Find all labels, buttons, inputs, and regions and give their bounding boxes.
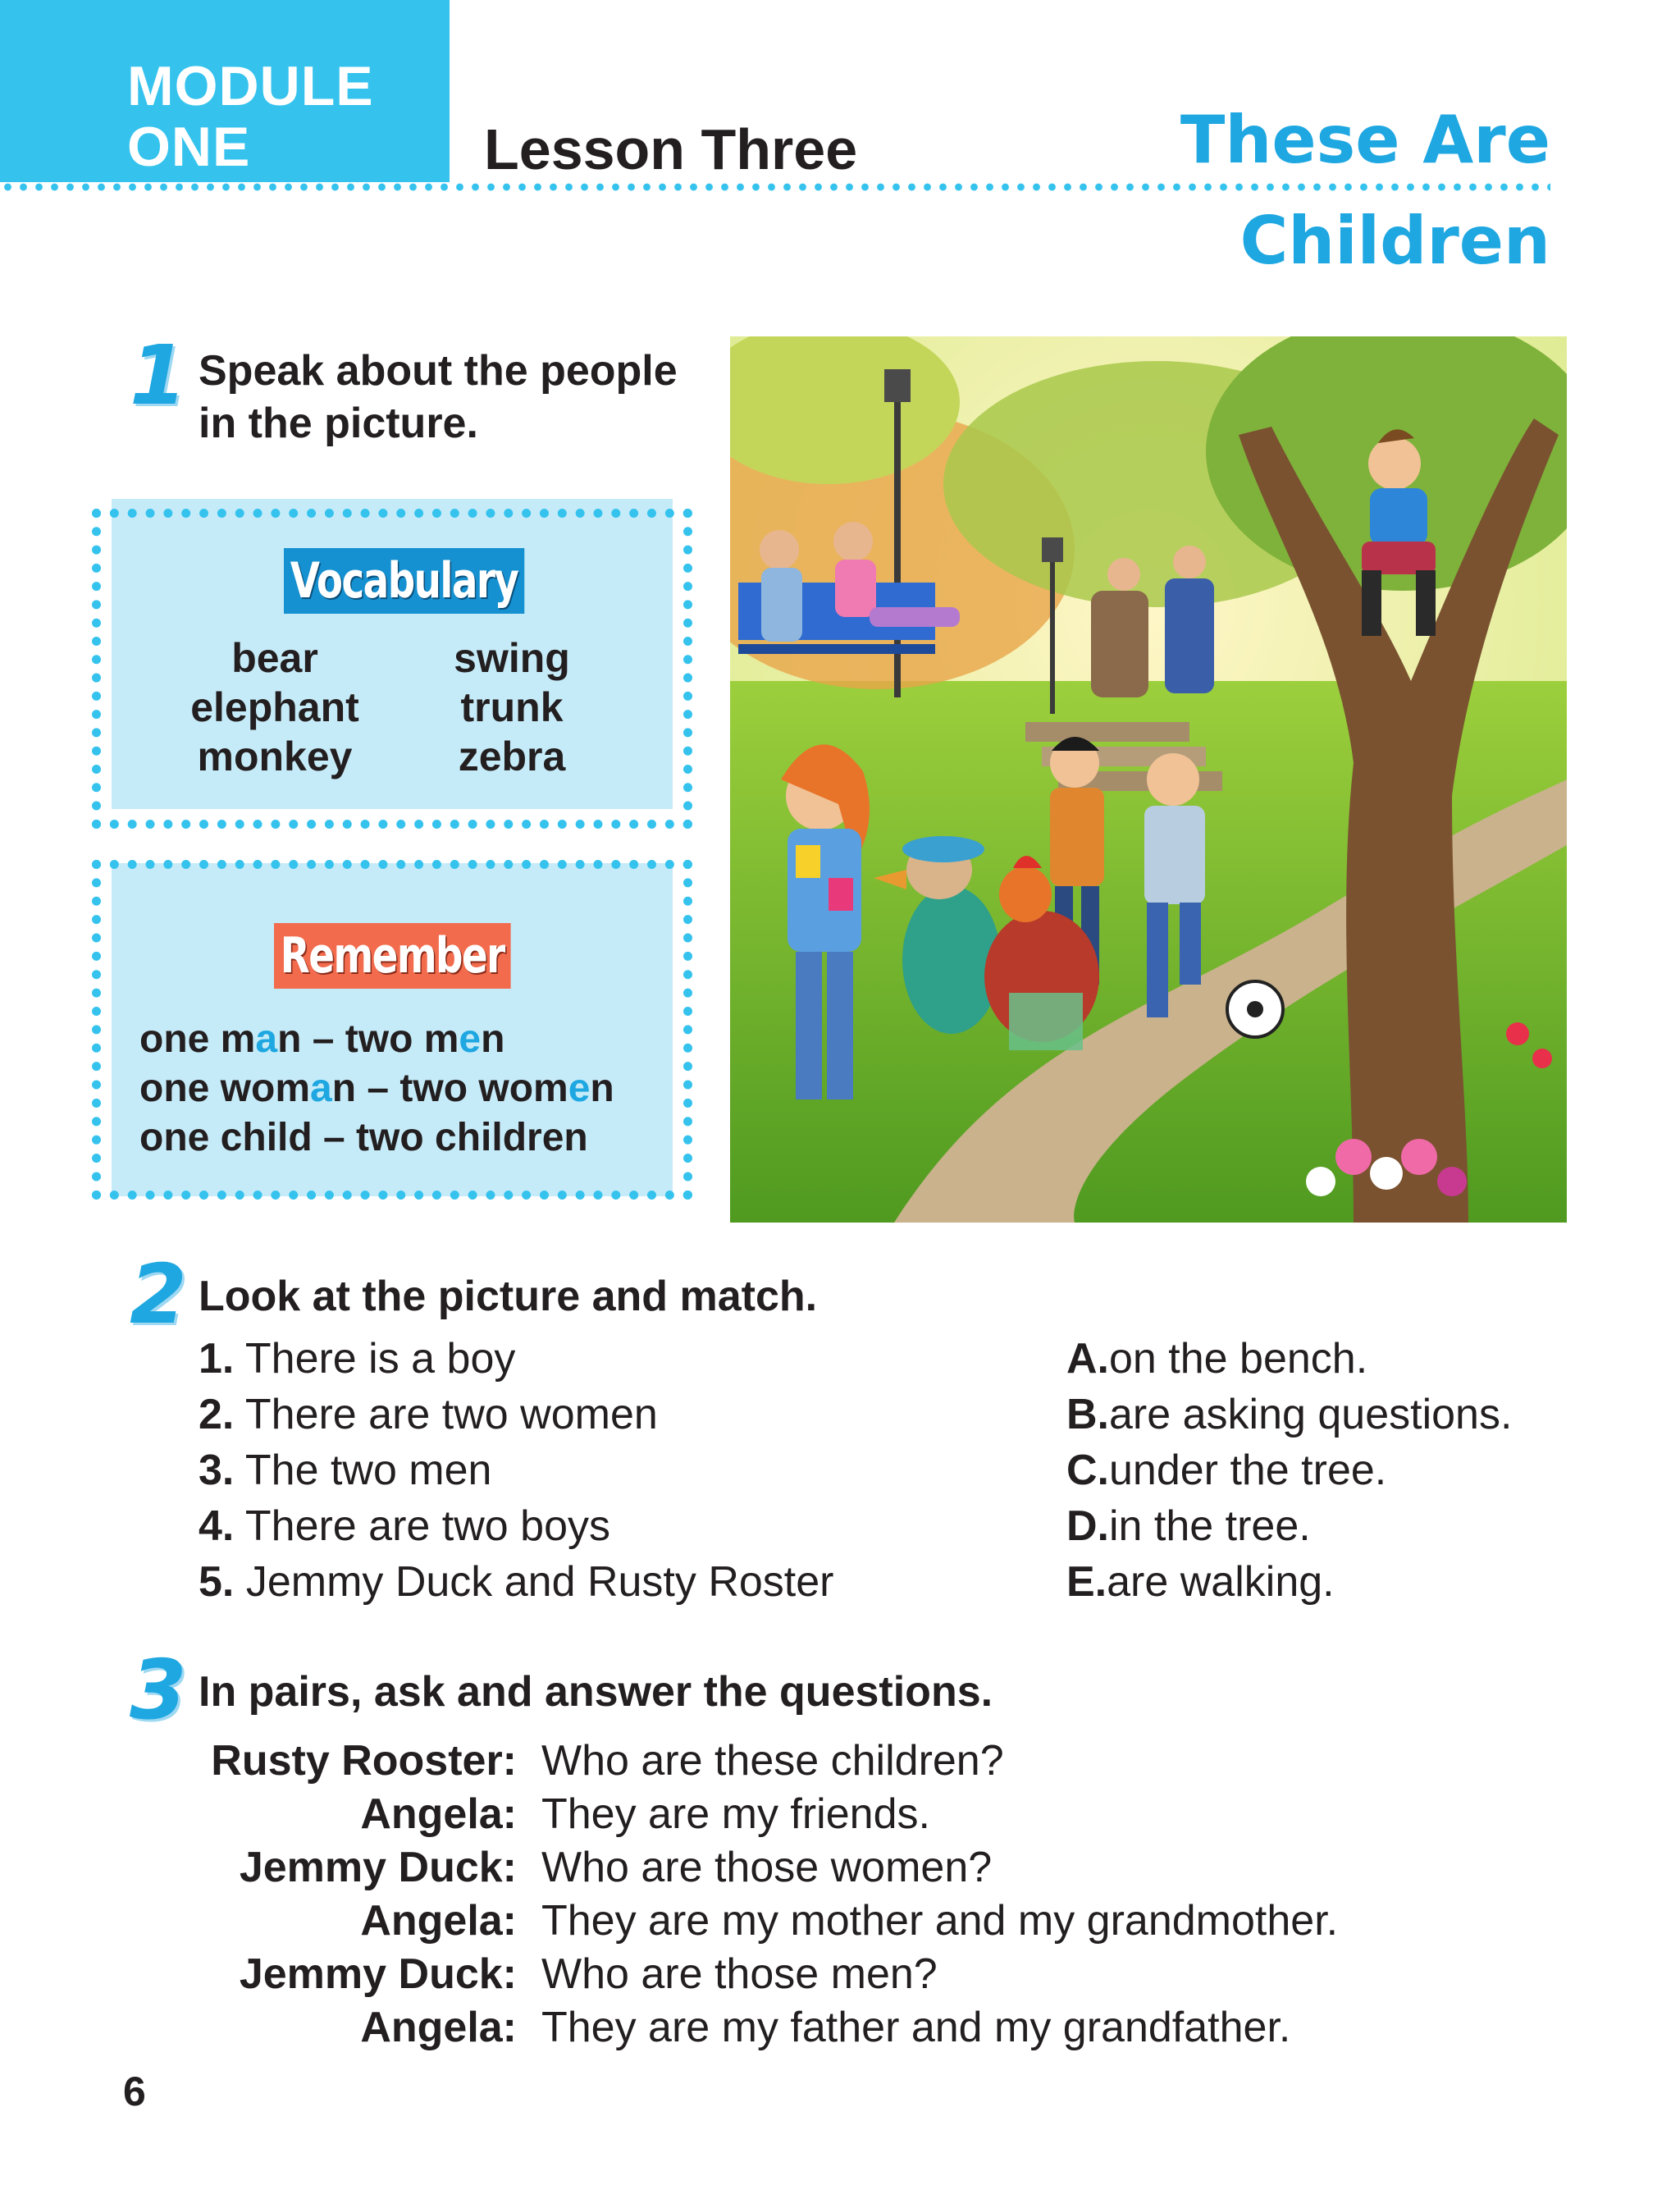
dialogue-speaker: Angela: <box>360 1897 517 1945</box>
remember-line-1 <box>139 1015 504 1064</box>
match-left-item <box>199 1554 833 1610</box>
remember-text: one wom <box>139 1067 311 1110</box>
vocab-word: swing <box>454 635 570 681</box>
remember-highlight: e <box>568 1067 591 1110</box>
match-right-item <box>1066 1387 1512 1442</box>
item-text: There are two boys <box>244 1502 610 1550</box>
item-text: under the tree. <box>1109 1447 1387 1494</box>
dialogue-line: Who are these children? <box>541 1737 1004 1785</box>
remember-text: n – two m <box>277 1017 459 1061</box>
item-letter: D. <box>1066 1502 1109 1550</box>
remember-line-2 <box>139 1064 614 1113</box>
item-text: on the bench. <box>1109 1335 1368 1383</box>
dialogue-line: They are my friends. <box>541 1790 930 1838</box>
item-text: There are two women <box>244 1391 658 1438</box>
page-number: 6 <box>123 2068 146 2114</box>
dialogue-speaker: Jemmy Duck: <box>239 1844 517 1891</box>
match-left-item <box>199 1387 833 1442</box>
page-title-line1: These Are <box>1180 102 1550 178</box>
lesson-title: Lesson Three <box>484 117 858 181</box>
match-left-column <box>199 1331 833 1610</box>
exercise-3-instruction: In pairs, ask and answer the questions. <box>199 1668 993 1716</box>
remember-text: n <box>481 1017 505 1061</box>
match-right-column <box>1066 1331 1512 1610</box>
exercise-1-instruction-line1: Speak about the people <box>199 347 678 395</box>
item-number: 3. <box>199 1447 235 1494</box>
match-right-item <box>1066 1498 1512 1554</box>
exercise-1-instruction <box>199 345 678 450</box>
module-label-line2: ONE <box>127 116 251 178</box>
match-left-item <box>199 1498 833 1554</box>
park-illustration <box>730 336 1567 1223</box>
remember-tag: Remember <box>274 923 510 989</box>
vocabulary-column-1 <box>168 633 381 781</box>
dialogue-line: They are my father and my grandfather. <box>541 2004 1291 2051</box>
item-number: 4. <box>199 1502 235 1550</box>
item-letter: A. <box>1066 1335 1109 1383</box>
item-text: in the tree. <box>1109 1502 1311 1550</box>
item-number: 1. <box>199 1335 235 1383</box>
item-number: 5. <box>199 1558 235 1606</box>
exercise-1-number: 1 <box>130 327 187 423</box>
dialogue-line: Who are those men? <box>541 1950 938 1998</box>
vocabulary-tag: Vocabulary <box>284 548 524 614</box>
dialogue-speaker: Rusty Rooster: <box>211 1737 517 1785</box>
item-text: are walking. <box>1107 1558 1335 1606</box>
remember-text: one m <box>139 1017 256 1061</box>
item-letter: B. <box>1066 1391 1109 1438</box>
dialogue-speaker: Angela: <box>360 2004 517 2051</box>
match-right-item <box>1066 1554 1512 1610</box>
remember-line-3: one child – two children <box>139 1116 588 1159</box>
vocab-word: elephant <box>190 684 359 730</box>
park-scene-image <box>730 336 1567 1223</box>
vocab-word: bear <box>231 635 318 681</box>
dialogue-speaker: Jemmy Duck: <box>239 1950 517 1998</box>
remember-highlight: e <box>459 1017 482 1061</box>
match-left-item <box>199 1442 833 1498</box>
item-letter: E. <box>1066 1558 1107 1606</box>
module-label-line1: MODULE <box>127 55 374 117</box>
remember-text: n <box>590 1067 614 1110</box>
dialogue-line: Who are those women? <box>541 1844 993 1891</box>
match-left-item <box>199 1331 833 1387</box>
vocab-word: trunk <box>460 684 564 730</box>
vocabulary-column-2 <box>405 633 619 781</box>
vocab-word: zebra <box>458 734 566 779</box>
match-right-item <box>1066 1331 1512 1387</box>
item-text: There is a boy <box>244 1335 516 1383</box>
dialogue-lines <box>541 1735 1338 2055</box>
remember-highlight: a <box>310 1067 332 1110</box>
header-dotted-rule <box>0 182 1550 192</box>
remember-highlight: a <box>255 1017 278 1061</box>
exercise-2-number: 2 <box>130 1246 187 1342</box>
item-text: are asking questions. <box>1109 1391 1513 1438</box>
item-text: The two men <box>244 1447 492 1494</box>
match-right-item <box>1066 1442 1512 1498</box>
dialogue-speakers <box>189 1735 517 2055</box>
dialogue-line: They are my mother and my grandmother. <box>541 1897 1339 1945</box>
module-label <box>127 56 374 177</box>
remember-text: n – two wom <box>331 1067 568 1110</box>
page-title-line2: Children <box>1239 203 1550 279</box>
vocab-word: monkey <box>197 734 353 779</box>
dialogue-speaker: Angela: <box>360 1790 517 1838</box>
exercise-1-instruction-line2: in the picture. <box>199 400 478 447</box>
item-letter: C. <box>1066 1447 1109 1494</box>
item-text: Jemmy Duck and Rusty Roster <box>245 1558 834 1606</box>
exercise-3-number: 3 <box>130 1642 187 1738</box>
exercise-2-instruction: Look at the picture and match. <box>199 1273 818 1320</box>
item-number: 2. <box>199 1391 235 1438</box>
